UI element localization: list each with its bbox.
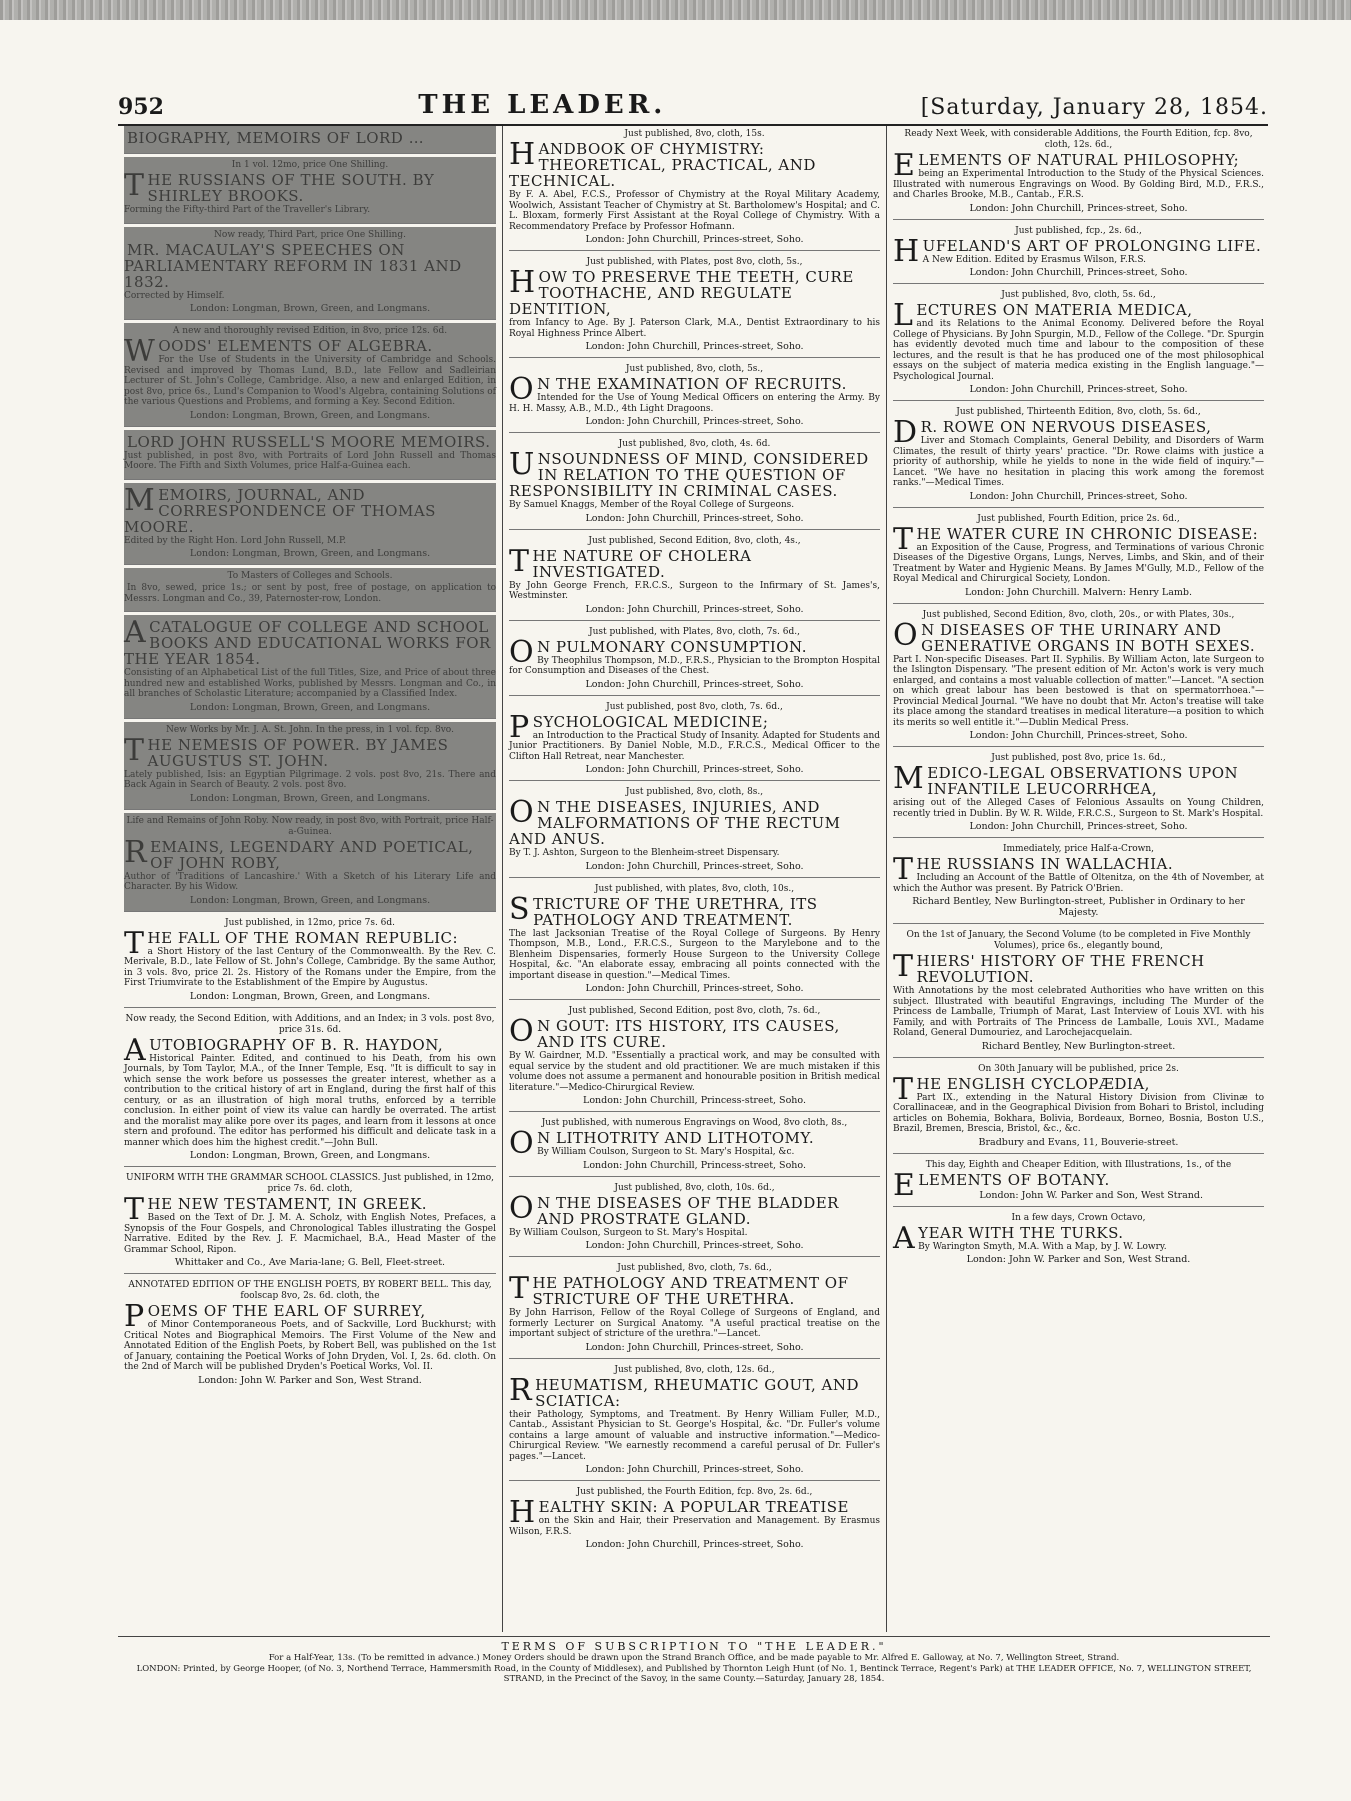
ad-notice: Just published, with numerous Engravings on Wood, 8vo cloth, 8s., bbox=[541, 1118, 848, 1128]
scan-edge-band bbox=[0, 0, 1351, 20]
ad-body: Lately published, Isis: an Egyptian Pilgrimage. 2 vols. post 8vo, 21s. There and Back Again in Search of Beauty. 2 vols. post 8vo. bbox=[124, 769, 496, 790]
ad-notice: Just published, Second Edition, 8vo, cloth, 4s., bbox=[588, 535, 801, 546]
ad-initial-letter: S bbox=[509, 891, 531, 927]
column-left bbox=[118, 126, 502, 1632]
ad-notice: Now ready, the Second Edition, with Additions, and an Index; in 3 vols. post 8vo, price 31s. 6d. bbox=[125, 1013, 495, 1035]
ad-headline-text: R. ROWE ON NERVOUS DISEASES, bbox=[920, 418, 1212, 436]
ad-initial-letter: O bbox=[509, 634, 535, 670]
advertisement bbox=[124, 915, 496, 1008]
advertisement bbox=[509, 1484, 880, 1555]
ad-body: By W. Gairdner, M.D. "Essentially a practical work, and may be consulted with equal service by the student and old practitioner. We are much mistaken if this volume does not assume a permanent and honourable position in British medical literature."—Medico-Chirurgical Review. bbox=[509, 1051, 880, 1093]
ad-initial-letter: R bbox=[124, 834, 148, 870]
ad-headline bbox=[124, 1032, 496, 1068]
advertisement bbox=[124, 813, 496, 912]
ad-initial-letter: P bbox=[124, 1299, 145, 1334]
ad-notice: Just published, Second Edition, post 8vo, cloth, 7s. 6d., bbox=[568, 1006, 821, 1016]
terms-heading: TERMS OF SUBSCRIPTION TO "THE LEADER." bbox=[501, 1640, 887, 1653]
ad-headline-text: HE FALL OF THE ROMAN REPUBLIC: bbox=[147, 928, 459, 947]
page-number: 952 bbox=[118, 94, 164, 120]
ad-publisher: London: John Churchill, Princes-street, Soho. bbox=[969, 730, 1188, 741]
ad-publisher: London: John Churchill, Princes-street, Soho. bbox=[585, 983, 804, 994]
ad-notice: On 30th January will be published, price 2s. bbox=[978, 1063, 1179, 1074]
ad-publisher: London: John Churchill, Princes-street, Soho. bbox=[585, 341, 804, 352]
ad-publisher: London: John Churchill, Princes-street, Soho. bbox=[969, 202, 1188, 214]
ad-headline-text: OODS' ELEMENTS OF ALGEBRA. bbox=[158, 337, 433, 355]
advertisement bbox=[124, 126, 496, 154]
ad-body: Just published, in post 8vo, with Portraits of Lord John Russell and Thomas Moore. The Fifth and Sixth Volumes, price Half-a-Guinea each. bbox=[124, 450, 496, 471]
ad-headline bbox=[509, 1372, 880, 1410]
ad-body: arising out of the Alleged Cases of Felonious Assaults on Young Children, recently tried in Dublin. By W. R. Wilde, F.R.C.S., Surgeon to St. Mark's Hospital. bbox=[893, 798, 1264, 819]
ad-headline bbox=[893, 298, 1264, 333]
ad-initial-letter: O bbox=[509, 1190, 535, 1226]
ad-headline-text: OEMS OF THE EARL OF SURREY, bbox=[147, 1302, 426, 1320]
ad-publisher: Whittaker and Co., Ave Maria-lane; G. Bell, Fleet-street. bbox=[174, 1257, 446, 1268]
ad-notice: Just published, 8vo, cloth, 15s. bbox=[624, 129, 765, 139]
advertisement bbox=[509, 1180, 880, 1258]
ad-publisher: London: John Churchill, Princes-street, Soho. bbox=[585, 603, 804, 615]
ad-publisher: London: John W. Parker and Son, West Strand. bbox=[979, 1189, 1204, 1201]
ad-initial-letter: T bbox=[893, 521, 914, 557]
advertisement bbox=[509, 436, 880, 530]
masthead bbox=[118, 86, 1268, 126]
ad-headline bbox=[893, 761, 1264, 798]
ad-notice: In 1 vol. 12mo, price One Shilling. bbox=[231, 160, 389, 170]
ad-publisher: London: Longman, Brown, Green, and Longmans. bbox=[189, 990, 431, 1002]
ad-initial-letter: O bbox=[509, 1126, 535, 1161]
ad-notice: Just published, 8vo, cloth, 5s., bbox=[625, 364, 764, 374]
ad-notice: This day, Eighth and Cheaper Edition, with Illustrations, 1s., of the bbox=[925, 1159, 1232, 1170]
advertisement bbox=[893, 287, 1264, 401]
ad-publisher: London: John Churchill, Princess-street, Soho. bbox=[583, 1159, 806, 1171]
ad-notice: Just published, 8vo, cloth, 5s. 6d., bbox=[1001, 290, 1156, 300]
ad-notice: On the 1st of January, the Second Volume (to be completed in Five Monthly Volumes), price 6s., elegantly bound, bbox=[906, 930, 1251, 951]
ad-notice: Life and Remains of John Roby. Now ready, in post 8vo, with Portrait, price Half-a-Guinea. bbox=[126, 815, 494, 837]
ad-headline-text: LEMENTS OF NATURAL PHILOSOPHY; bbox=[918, 151, 1240, 169]
ad-body: Author of 'Traditions of Lancashire.' With a Sketch of his Literary Life and Character. By his Widow. bbox=[124, 871, 496, 892]
ad-notice: Just published, with Plates, post 8vo, cloth, 5s., bbox=[586, 257, 803, 267]
ad-notice: ANNOTATED EDITION OF THE ENGLISH POETS, BY ROBERT BELL. This day, foolscap 8vo, 2s. 6d. cloth, the bbox=[128, 1280, 492, 1301]
ad-headline bbox=[124, 334, 496, 369]
ad-headline bbox=[124, 434, 496, 450]
ad-headline bbox=[509, 891, 880, 929]
ad-body: Part IX., extending in the Natural History Division from Clivinæ to Corallinaceæ, and in the Geographical Division from Bohari to Bristol, including articles on Bohemia, Bokhara, Bolivia, Bordeaux, Borneo, Bosnia, Boston U.S., Brazil, Bremen, Brescia, Bristol, &c., &c. bbox=[893, 1092, 1264, 1134]
advertisement bbox=[124, 1277, 496, 1391]
ad-body: Corrected by Himself. bbox=[124, 290, 225, 301]
ad-notice: New Works by Mr. J. A. St. John. In the press, in 1 vol. fcp. 8vo. bbox=[166, 724, 454, 735]
ad-initial-letter: W bbox=[124, 334, 156, 369]
ad-initial-letter: A bbox=[124, 1032, 147, 1068]
ad-body: Consisting of an Alphabetical List of the full Titles, Size, and Price of about three hundred new and established Works, published by Messrs. Longman and Co., in all branches of Scholastic Literature; accompanied by a Classified Index. bbox=[124, 668, 496, 699]
ad-headline bbox=[509, 543, 880, 581]
ad-headline-text: OW TO PRESERVE THE TEETH, CURE TOOTHACHE, AND REGULATE DENTITION, bbox=[509, 268, 854, 318]
advertisement bbox=[893, 126, 1264, 220]
ad-notice: A new and thoroughly revised Edition, in 8vo, price 12s. 6d. bbox=[172, 326, 448, 336]
advertisement bbox=[124, 483, 496, 566]
ad-initial-letter: T bbox=[124, 925, 145, 961]
ad-headline-text: N PULMONARY CONSUMPTION. bbox=[537, 637, 807, 656]
ad-body: By T. J. Ashton, Surgeon to the Blenheim-street Dispensary. bbox=[509, 848, 780, 858]
ad-headline bbox=[893, 949, 1264, 986]
ad-headline bbox=[509, 447, 880, 500]
ad-publisher: London: John Churchill, Princes-street, Soho. bbox=[969, 490, 1188, 502]
ad-headline-text: EMOIRS, JOURNAL, AND CORRESPONDENCE OF THOMAS MOORE. bbox=[124, 485, 436, 536]
ad-initial-letter: H bbox=[509, 265, 536, 300]
ad-publisher: Richard Bentley, New Burlington-street. bbox=[981, 1040, 1176, 1052]
ad-publisher: London: John Churchill, Princes-street, Soho. bbox=[969, 267, 1188, 278]
ad-headline-text: HE NEMESIS OF POWER. BY JAMES AUGUSTUS ST. JOHN. bbox=[147, 735, 449, 770]
ad-initial-letter: E bbox=[893, 148, 916, 183]
ad-headline bbox=[893, 617, 1264, 655]
ad-publisher: London: Longman, Brown, Green, and Longmans. bbox=[189, 792, 431, 804]
ad-body: By William Coulson, Surgeon to St. Mary's Hospital. bbox=[509, 1227, 748, 1238]
advertisement bbox=[124, 615, 496, 719]
ad-initial-letter: H bbox=[509, 137, 536, 172]
ad-headline-text: N THE EXAMINATION OF RECRUITS. bbox=[537, 375, 847, 393]
ad-body: By John Harrison, Fellow of the Royal College of Surgeons of England, and formerly Lecturer on Surgical Anatomy. "A useful practical treatise on the important subject of stricture of the urethra."—Lancet. bbox=[509, 1308, 880, 1339]
ad-publisher: Bradbury and Evans, 11, Bouverie-street. bbox=[978, 1136, 1179, 1148]
ad-body: Liver and Stomach Complaints, General Debility, and Disorders of Warm Climates, the result of thirty years' practice. "Dr. Rowe claims with justice a priority of authorship, while he yields to none in the wide field of inquiry."—Lancet. "We have no hesitation in placing this work among the foremost ranks."—Medical Times. bbox=[893, 436, 1264, 488]
advertisement bbox=[893, 223, 1264, 285]
issue-date: [Saturday, January 28, 1854. bbox=[920, 95, 1268, 120]
ad-initial-letter: T bbox=[893, 949, 914, 984]
ad-publisher: London: John Churchill, Princes-street, Soho. bbox=[585, 1240, 804, 1251]
ad-body: With Annotations by the most celebrated Authorities who have written on this subject. Illustrated with beautiful Engravings, including The Murder of the Princess de Lamballe, Triumph of Marat, Last Interview of Louis XVI. with his Family, and with Portraits of The Princess de Lamballe, Louis XVI., Madame Roland, General Dumouriez, and Larochejacquelain. bbox=[893, 986, 1264, 1038]
ad-initial-letter: O bbox=[509, 1014, 535, 1049]
ad-headline-text: LORD JOHN RUSSELL'S MOORE MEMOIRS. bbox=[127, 432, 491, 451]
ad-notice: Immediately, price Half-a-Crown, bbox=[1002, 844, 1155, 854]
ad-publisher: London: John W. Parker and Son, West Strand. bbox=[198, 1374, 422, 1386]
ad-headline-text: N THE DISEASES, INJURIES, AND MALFORMATIONS OF THE RECTUM AND ANUS. bbox=[509, 798, 841, 848]
ad-publisher: London: Longman, Brown, Green, and Longmans. bbox=[189, 548, 431, 559]
advertisement bbox=[893, 841, 1264, 924]
advertisement bbox=[893, 1157, 1264, 1207]
ad-headline-text: N LITHOTRITY AND LITHOTOMY. bbox=[537, 1129, 815, 1147]
ad-initial-letter: O bbox=[893, 617, 919, 653]
ad-headline bbox=[124, 925, 496, 961]
ad-publisher: London: John Churchill, Princes-street, Soho. bbox=[585, 860, 804, 872]
subscription-terms bbox=[118, 1636, 1270, 1685]
ad-publisher: London: John Churchill, Princes-street, Soho. bbox=[969, 821, 1188, 832]
advertisement bbox=[893, 404, 1264, 508]
ad-headline bbox=[893, 1071, 1264, 1107]
ad-publisher: London: John Churchill. Malvern: Henry Lamb. bbox=[964, 586, 1193, 598]
ad-body: In 8vo, sewed, price 1s.; or sent by post, free of postage, on application to Messrs. Longman and Co., 39, Paternoster-row, London. bbox=[124, 583, 496, 604]
ad-publisher: London: John Churchill, Princes-street, Soho. bbox=[969, 384, 1188, 395]
ad-publisher: London: John Churchill, Princes-street, Soho. bbox=[585, 1464, 804, 1475]
ad-headline-text: HE NATURE OF CHOLERA INVESTIGATED. bbox=[532, 546, 752, 581]
ad-publisher: London: Longman, Brown, Green, and Longmans. bbox=[189, 1150, 431, 1161]
advertisement bbox=[893, 511, 1264, 604]
ad-headline bbox=[124, 1299, 496, 1334]
ad-notice: Just published, post 8vo, cloth, 7s. 6d., bbox=[606, 701, 783, 712]
advertisement bbox=[893, 1061, 1264, 1154]
terms-line: For a Half-Year, 13s. (To be remitted in advance.) Money Orders should be drawn upon the Strand Branch Office, and be made payable to Mr. Alfred E. Galloway, at No. 7, Wellington Street, Strand. bbox=[268, 1653, 1120, 1663]
ad-headline bbox=[509, 709, 880, 745]
ad-body: Intended for the Use of Young Medical Officers on entering the Army. By H. H. Massy, A.B., M.D., 4th Light Dragoons. bbox=[509, 393, 880, 414]
ad-headline-text: EMAINS, LEGENDARY AND POETICAL, OF JOHN ROBY, bbox=[150, 837, 474, 872]
ad-headline bbox=[124, 168, 496, 205]
ad-publisher: London: John Churchill, Princess-street, Soho. bbox=[583, 1095, 806, 1106]
advertisement bbox=[509, 624, 880, 696]
advertisement bbox=[124, 722, 496, 810]
ad-headline-text: HE ENGLISH CYCLOPÆDIA, bbox=[916, 1074, 1150, 1093]
ad-headline-text: ANDBOOK OF CHYMISTRY: THEORETICAL, PRACTICAL, AND TECHNICAL. bbox=[509, 140, 816, 190]
advertisement bbox=[124, 157, 496, 224]
ad-headline bbox=[509, 1271, 880, 1308]
ad-headline-text: N DISEASES OF THE URINARY AND GENERATIVE ORGANS IN BOTH SEXES. bbox=[921, 620, 1256, 655]
ad-headline bbox=[124, 615, 496, 668]
ad-headline bbox=[509, 1190, 880, 1228]
ad-headline-text: EDICO-LEGAL OBSERVATIONS UPON INFANTILE LEUCORRHŒA, bbox=[927, 764, 1239, 798]
ad-notice: Just published, Fourth Edition, price 2s. 6d., bbox=[977, 513, 1180, 524]
ad-headline-text: LEMENTS OF BOTANY. bbox=[918, 1170, 1110, 1189]
ad-body: a Short History of the last Century of the Commonwealth. By the Rev. C. Merivale, B.D., late Fellow of St. John's College, Cambridge. By the same Author, in 3 vols. 8vo, price 2l. 2s. History of the Romans under the Empire, from the First Triumvirate to the Establishment of the Empire by Augustus. bbox=[124, 946, 496, 988]
ad-body: on the Skin and Hair, their Preservation and Management. By Erasmus Wilson, F.R.S. bbox=[509, 1516, 880, 1537]
ad-headline bbox=[124, 1192, 496, 1227]
ad-body: an Exposition of the Cause, Progress, and Terminations of various Chronic Diseases of the Digestive Organs, Lungs, Nerves, Limbs, and Skin, and of their Treatment by Water and Hygienic Means. By James M'Gully, M.D., Fellow of the Royal Medical and Chirurgical Society, London. bbox=[893, 542, 1264, 584]
ad-initial-letter: O bbox=[509, 795, 535, 830]
advertisement bbox=[509, 784, 880, 878]
ad-initial-letter: T bbox=[124, 1192, 145, 1227]
advertisement bbox=[509, 126, 880, 251]
ad-body: their Pathology, Symptoms, and Treatment. By Henry William Fuller, M.D., Cantab., Assistant Physician to St. George's Hospital, &c. "Dr. Fuller's volume contains a large amount of valuable and instructive information."—Medico-Chirurgical Review. "We earnestly recommend a careful perusal of Dr. Fuller's pages."—Lancet. bbox=[509, 1409, 880, 1462]
ad-initial-letter: T bbox=[509, 1271, 530, 1306]
ad-initial-letter: A bbox=[124, 615, 147, 650]
ad-headline-text: HE RUSSIANS IN WALLACHIA. bbox=[916, 855, 1174, 873]
ad-publisher: London: John Churchill, Princes-street, Soho. bbox=[585, 416, 804, 427]
ad-headline bbox=[124, 732, 496, 770]
ad-notice: Just published, 8vo, cloth, 10s. 6d., bbox=[614, 1182, 775, 1193]
ad-body: an Introduction to the Practical Study of Insanity. Adapted for Students and Junior Practitioners. By Daniel Noble, M.D., F.R.C.S., Medical Officer to the Clifton Hall Retreat, near Manchester. bbox=[509, 730, 880, 762]
advertisement bbox=[509, 1362, 880, 1482]
advertisement bbox=[124, 430, 496, 480]
ad-publisher: London: John Churchill, Princes-street, Soho. bbox=[585, 1341, 804, 1353]
ad-headline bbox=[893, 415, 1264, 450]
ad-publisher: London: John Churchill, Princes-street, Soho. bbox=[585, 764, 804, 775]
ad-publisher: London: John Churchill, Princes-street, Soho. bbox=[585, 512, 804, 524]
advertisement bbox=[893, 1210, 1264, 1271]
ad-body: Including an Account of the Battle of Oltenitza, on the 4th of November, at which the Author was present. By Patrick O'Brien. bbox=[893, 873, 1264, 894]
ad-body: By F. A. Abel, F.C.S., Professor of Chymistry at the Royal Military Academy, Woolwich, Assistant Teacher of Chymistry at St. Bartholomew's Hospital; and C. L. Bloxam, formerly First Assistant at the Royal College of Chymistry. With a Recommendatory Preface by Professor Hofmann. bbox=[509, 190, 880, 232]
ad-notice: Ready Next Week, with considerable Additions, the Fourth Edition, fcp. 8vo, cloth, 12s. 6d., bbox=[904, 129, 1253, 150]
ad-initial-letter: O bbox=[509, 372, 535, 407]
ad-publisher: London: John W. Parker and Son, West Strand. bbox=[966, 1254, 1191, 1265]
ad-headline-text: YEAR WITH THE TURKS. bbox=[918, 1223, 1124, 1242]
ad-publisher: London: John Churchill, Princes-street, Soho. bbox=[585, 234, 804, 245]
ad-notice: Just published, 8vo, cloth, 8s., bbox=[625, 787, 764, 797]
advertisement bbox=[124, 323, 496, 427]
ad-notice: Just published, fcp., 2s. 6d., bbox=[1015, 225, 1142, 236]
ad-headline bbox=[124, 834, 496, 872]
ad-body: By Theophilus Thompson, M.D., F.R.S., Physician to the Brompton Hospital for Consumption and Diseases of the Chest. bbox=[509, 655, 880, 676]
ad-body: Based on the Text of Dr. J. M. A. Scholz, with English Notes, Prefaces, a Synopsis of the Four Gospels, and Chronological Tables illustrating the Gospel Narrative. Edited by the Rev. J. F. Macmichael, B.A., Head Master of the Grammar School, Ripon. bbox=[124, 1213, 496, 1255]
ad-notice: Just published, with Plates, 8vo, cloth, 7s. 6d., bbox=[589, 626, 800, 637]
ad-body: By Samuel Knaggs, Member of the Royal College of Surgeons. bbox=[509, 500, 795, 510]
ad-headline bbox=[509, 1014, 880, 1051]
advertisement bbox=[893, 750, 1264, 838]
ad-headline bbox=[509, 137, 880, 190]
ad-notice: Now ready, Third Part, price One Shilling. bbox=[214, 229, 406, 240]
advertisement bbox=[124, 1011, 496, 1168]
ad-notice: Just published, 8vo, cloth, 7s. 6d., bbox=[617, 1263, 772, 1273]
ad-initial-letter: M bbox=[893, 761, 925, 796]
ad-body: being an Experimental Introduction to the Study of the Physical Sciences. Illustrated with numerous Engravings on Wood. By Golding Bird, M.D., F.R.S., and Charles Brooke, M.B., Cantab., F.R.S. bbox=[893, 169, 1264, 200]
advertisement bbox=[893, 927, 1264, 1058]
ad-headline-text: BIOGRAPHY, MEMOIRS OF LORD … bbox=[127, 129, 425, 147]
ad-headline-text: N GOUT: ITS HISTORY, ITS CAUSES, AND ITS CURE. bbox=[537, 1017, 840, 1051]
ad-notice: Just published, 8vo, cloth, 4s. 6d. bbox=[618, 439, 771, 449]
ad-initial-letter: L bbox=[893, 298, 914, 333]
ad-headline-text: EALTHY SKIN: A POPULAR TREATISE bbox=[538, 1498, 850, 1516]
ad-body: The last Jacksonian Treatise of the Royal College of Surgeons. By Henry Thompson, M.B., Lond., F.R.C.S., Surgeon to the Marylebone and to the Blenheim Dispensaries, formerly House Surgeon to the University College Hospital, &c. "An elaborate essay, embracing all points connected with the important disease in question."—Medical Times. bbox=[509, 928, 880, 981]
column-right bbox=[886, 126, 1270, 1632]
ad-headline-text: SYCHOLOGICAL MEDICINE; bbox=[532, 712, 769, 731]
ad-body: Edited by the Right Hon. Lord John Russell, M.P. bbox=[124, 535, 347, 546]
ad-initial-letter: E bbox=[893, 1167, 916, 1203]
ad-headline-text: HE NEW TESTAMENT, IN GREEK. bbox=[147, 1195, 428, 1213]
ad-headline-text: HEUMATISM, RHEUMATIC GOUT, AND SCIATICA: bbox=[535, 1375, 859, 1410]
ad-initial-letter: T bbox=[124, 168, 145, 203]
ad-notice: Just published, the Fourth Edition, fcp. 8vo, 2s. 6d., bbox=[576, 1487, 813, 1497]
ad-publisher: Richard Bentley, New Burlington-street, Publisher in Ordinary to her Majesty. bbox=[912, 896, 1245, 918]
advertisement bbox=[124, 1170, 496, 1274]
ad-headline bbox=[893, 148, 1264, 183]
advertisement bbox=[509, 699, 880, 782]
ad-headline-text: MR. MACAULAY'S SPEECHES ON PARLIAMENTARY REFORM IN 1831 AND 1832. bbox=[124, 240, 462, 291]
ad-body: By Warington Smyth, M.A. With a Map, by J. W. Lowry. bbox=[918, 1241, 1167, 1252]
ad-body: By William Coulson, Surgeon to St. Mary's Hospital, &c. bbox=[537, 1147, 795, 1157]
ad-notice: UNIFORM WITH THE GRAMMAR SCHOOL CLASSICS. Just published, in 12mo, price 7s. 6d. cloth, bbox=[126, 1173, 494, 1194]
ad-headline bbox=[124, 242, 496, 290]
ad-body: and its Relations to the Animal Economy. Delivered before the Royal College of Physicians. By John Spurgin, M.D., Fellow of the College. "Dr. Spurgin has evidently devoted much time and labour to the composition of these lectures, and the result is that he has produced one of the most philosophical essays on the subject of materia medica existing in the English language."—Psychological Journal. bbox=[893, 319, 1264, 382]
ad-headline bbox=[509, 265, 880, 318]
advertisement bbox=[509, 533, 880, 621]
ad-initial-letter: M bbox=[124, 482, 156, 518]
ad-notice: In a few days, Crown Octavo, bbox=[1011, 1212, 1146, 1223]
ad-body: Historical Painter. Edited, and continued to his Death, from his own Journals, by Tom Taylor, M.A., of the Inner Temple, Esq. "It is difficult to say in which sense the work before us possesses the greater interest, whether as a contribution to the critical history of art in England, during the first half of this century, or as an illustration of high moral truths, enforced by a terrible conclusion. In either point of view its value can hardly be overrated. The artist and the moralist may alike pore over its pages, and learn from it lessons at once stern and profound. The editor has performed his difficult and delicate task in a manner which does him the highest credit."—John Bull. bbox=[124, 1053, 496, 1148]
column-middle bbox=[502, 126, 886, 1632]
ad-headline-text: UTOBIOGRAPHY OF B. R. HAYDON, bbox=[149, 1035, 444, 1054]
ad-notice: Just published, in 12mo, price 7s. 6d. bbox=[224, 917, 396, 928]
ad-initial-letter: P bbox=[509, 709, 530, 745]
ad-publisher: London: Longman, Brown, Green, and Longmans. bbox=[189, 701, 431, 713]
ad-headline-text: UFELAND'S ART OF PROLONGING LIFE. bbox=[922, 236, 1262, 255]
ad-headline-text: HE RUSSIANS OF THE SOUTH. BY SHIRLEY BROOKS. bbox=[147, 171, 435, 205]
ad-notice: Just published, with plates, 8vo, cloth, 10s., bbox=[594, 883, 795, 894]
ad-headline-text: ECTURES ON MATERIA MEDICA, bbox=[916, 301, 1193, 319]
ad-headline-text: N THE DISEASES OF THE BLADDER AND PROSTRATE GLAND. bbox=[537, 1193, 839, 1228]
ad-publisher: London: Longman, Brown, Green, and Longmans. bbox=[189, 303, 431, 314]
ad-headline bbox=[509, 795, 880, 848]
ad-publisher: London: John Churchill, Princes-street, Soho. bbox=[585, 678, 804, 690]
ad-notice: Just published, Second Edition, 8vo, cloth, 20s., or with Plates, 30s., bbox=[922, 609, 1235, 620]
advertisement bbox=[509, 254, 880, 358]
advertisement bbox=[509, 1260, 880, 1359]
ad-headline-text: TRICTURE OF THE URETHRA, ITS PATHOLOGY AND TREATMENT. bbox=[533, 894, 818, 929]
ad-body: of Minor Contemporaneous Poets, and of Sackville, Lord Buckhurst; with Critical Notes and Biographical Memoirs. The First Volume of the New and Annotated Edition of the English Poets, by Robert Bell, was published on the 1st of January, containing the Poetical Works of John Dryden, Vol. I, 2s. 6d. cloth. On the 2nd of March will be published Dryden's Poetical Works, Vol. II. bbox=[124, 1320, 496, 1372]
advertisement bbox=[124, 227, 496, 321]
advertisement bbox=[509, 1115, 880, 1177]
ad-headline bbox=[124, 482, 496, 536]
advertisement-columns bbox=[118, 126, 1270, 1632]
ad-body: Forming the Fifty-third Part of the Traveller's Library. bbox=[124, 205, 371, 215]
ad-initial-letter: T bbox=[124, 732, 145, 768]
advertisement bbox=[893, 607, 1264, 748]
ad-headline-text: HIERS' HISTORY OF THE FRENCH REVOLUTION. bbox=[916, 952, 1205, 986]
ad-headline-text: CATALOGUE OF COLLEGE AND SCHOOL BOOKS AND EDUCATIONAL WORKS FOR THE YEAR 1854. bbox=[124, 618, 491, 668]
ad-initial-letter: T bbox=[893, 1071, 914, 1107]
ad-publisher: London: Longman, Brown, Green, and Longmans. bbox=[189, 409, 431, 421]
ad-initial-letter: H bbox=[893, 233, 920, 269]
ad-publisher: London: Longman, Brown, Green, and Longmans. bbox=[189, 894, 431, 906]
ad-body: from Infancy to Age. By J. Paterson Clark, M.A., Dentist Extraordinary to his Royal Highness Prince Albert. bbox=[509, 318, 880, 339]
advertisement bbox=[124, 568, 496, 612]
ad-initial-letter: R bbox=[509, 1372, 533, 1408]
ad-notice: Just published, 8vo, cloth, 12s. 6d., bbox=[614, 1364, 775, 1375]
ad-publisher: London: John Churchill, Princes-street, Soho. bbox=[585, 1539, 804, 1550]
ad-headline-text: HE WATER CURE IN CHRONIC DISEASE: bbox=[916, 524, 1259, 543]
ad-initial-letter: D bbox=[893, 415, 918, 450]
ad-headline bbox=[124, 130, 496, 146]
advertisement bbox=[509, 1003, 880, 1112]
ad-initial-letter: T bbox=[893, 852, 914, 887]
newspaper-title: THE LEADER. bbox=[418, 90, 667, 120]
ad-body: By John George French, F.R.C.S., Surgeon to the Infirmary of St. James's, Westminster. bbox=[509, 580, 880, 601]
ad-headline-text: NSOUNDNESS OF MIND, CONSIDERED IN RELATION TO THE QUESTION OF RESPONSIBILITY IN CRIMINAL CASES. bbox=[509, 450, 869, 500]
ad-initial-letter: A bbox=[893, 1220, 916, 1256]
ad-notice: Just published, Thirteenth Edition, 8vo, cloth, 5s. 6d., bbox=[956, 407, 1201, 417]
imprint-line: LONDON: Printed, by George Hooper, (of No. 3, Northend Terrace, Hammersmith Road, in the County of Middlesex), and Published by Thornton Leigh Hunt (of No. 1, Bentinck Terrace, Regent's Park) at THE LEADER OFFICE, No. 7, WELLINGTON STREET, STRAND, in the Precinct of the Savoy, in the same County.—Saturday, January 28, 1854. bbox=[136, 1663, 1252, 1684]
ad-body: A New Edition. Edited by Erasmus Wilson, F.R.S. bbox=[922, 254, 1147, 265]
ad-initial-letter: U bbox=[509, 447, 535, 482]
ad-headline bbox=[893, 521, 1264, 557]
ad-body: Part I. Non-specific Diseases. Part II. Syphilis. By William Acton, late Surgeon to the Islington Dispensary. "The present edition of Mr. Acton's work is very much enlarged, and contains a most valuable collection of matter."—Lancet. "A section on which great labour has been bestowed is that on spermatorrhoea."—Provincial Medical Journal. "We have no doubt that Mr. Acton's treatise will take its place among the standard treatises in medical literature—a position to which its merits so well entitle it."—Dublin Medical Press. bbox=[893, 654, 1264, 728]
ad-notice: Just published, post 8vo, price 1s. 6d., bbox=[991, 753, 1166, 763]
ad-body: For the Use of Students in the University of Cambridge and Schools. Revised and improved by Thomas Lund, B.D., late Fellow and Sadleirian Lecturer of St. John's College, Cambridge. Also, a new and enlarged Edition, in post 8vo, price 6s., Lund's Companion to Wood's Algebra, containing Solutions of the various Questions and Problems, and forming a Key. Second Edition. bbox=[124, 355, 496, 407]
ad-headline-text: HE PATHOLOGY AND TREATMENT OF STRICTURE OF THE URETHRA. bbox=[532, 1274, 849, 1308]
ad-initial-letter: T bbox=[509, 543, 530, 579]
ad-initial-letter: H bbox=[509, 1495, 536, 1530]
advertisement bbox=[509, 881, 880, 1001]
advertisement bbox=[509, 361, 880, 433]
ad-notice: To Masters of Colleges and Schools. bbox=[227, 571, 393, 581]
